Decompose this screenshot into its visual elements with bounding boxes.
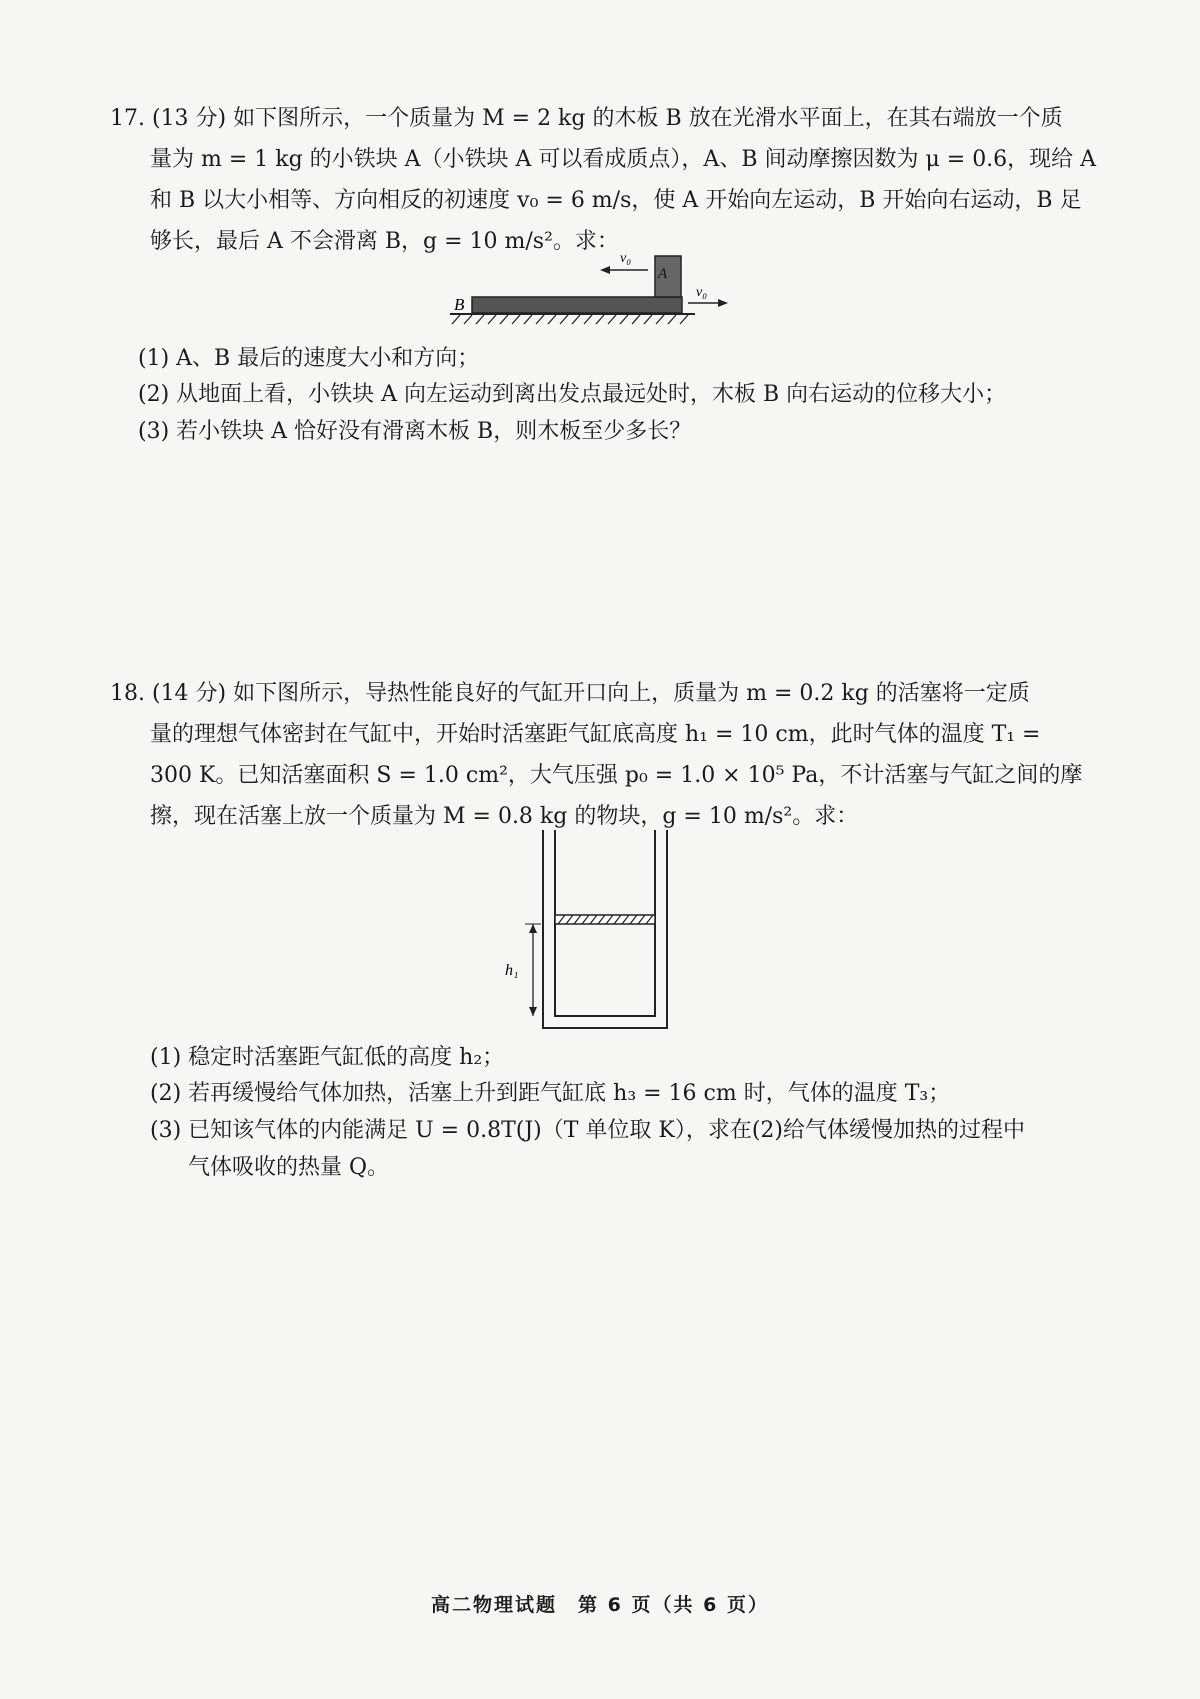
q18-stem-line-2: 量的理想气体密封在气缸中，开始时活塞距气缸底高度 h₁ = 10 cm，此时气体的温度 T₁ = — [150, 722, 1041, 747]
q17-stem-line-2: 量为 m = 1 kg 的小铁块 A（小铁块 A 可以看成质点），A、B 间动摩擦因数为 μ = 0.6，现给 A — [150, 147, 1097, 172]
q18-stem-line-1: 18. (14 分) 如下图所示，导热性能良好的气缸开口向上，质量为 m = 0.2 kg 的活塞将一定质 — [110, 681, 1030, 706]
label-h1: h₁ — [505, 962, 519, 979]
q18-cylinder-diagram — [495, 830, 695, 1035]
q17-stem-line-1: 17. (13 分) 如下图所示，一个质量为 M = 2 kg 的木板 B 放在光滑水平面上，在其右端放一个质 — [110, 106, 1063, 131]
label-b: B — [454, 295, 465, 314]
q17-board-block-diagram — [440, 248, 740, 328]
q17-stem-line-3: 和 B 以大小相等、方向相反的初速度 v₀ = 6 m/s，使 A 开始向左运动，B 开始向右运动，B 足 — [150, 188, 1082, 213]
q17-sub-1: (1) A、B 最后的速度大小和方向； — [138, 346, 480, 371]
q18-sub-1: (1) 稳定时活塞距气缸低的高度 h₂； — [150, 1045, 505, 1070]
q18-stem-line-4: 擦，现在活塞上放一个质量为 M = 0.8 kg 的物块，g = 10 m/s²。求： — [150, 804, 859, 829]
board-b — [472, 297, 682, 313]
label-v0-left: v₀ — [620, 251, 632, 266]
q18-sub-3b: 气体吸收的热量 Q。 — [188, 1155, 390, 1180]
q18-sub-2: (2) 若再缓慢给气体加热，活塞上升到距气缸底 h₃ = 16 cm 时，气体的温度 T₃； — [150, 1081, 951, 1106]
page-footer: 高二物理试题 第 6 页（共 6 页） — [431, 1594, 769, 1616]
q17-sub-3: (3) 若小铁块 A 恰好没有滑离木板 B，则木板至少多长？ — [138, 419, 692, 444]
q18-stem-line-3: 300 K。已知活塞面积 S = 1.0 cm²，大气压强 p₀ = 1.0 × 10⁵ Pa，不计活塞与气缸之间的摩 — [150, 763, 1083, 788]
question-18 — [110, 673, 1130, 837]
question-17 — [110, 98, 1130, 262]
label-v0-right: v₀ — [696, 285, 708, 300]
q17-stem-line-4: 够长，最后 A 不会滑离 B，g = 10 m/s²。求： — [150, 229, 619, 254]
label-a: A — [658, 266, 668, 282]
q18-sub-3a: (3) 已知该气体的内能满足 U = 0.8T(J)（T 单位取 K），求在(2)给气体缓慢加热的过程中 — [150, 1118, 1026, 1143]
q17-sub-2: (2) 从地面上看，小铁块 A 向左运动到离出发点最远处时，木板 B 向右运动的位移大小； — [138, 382, 1007, 407]
